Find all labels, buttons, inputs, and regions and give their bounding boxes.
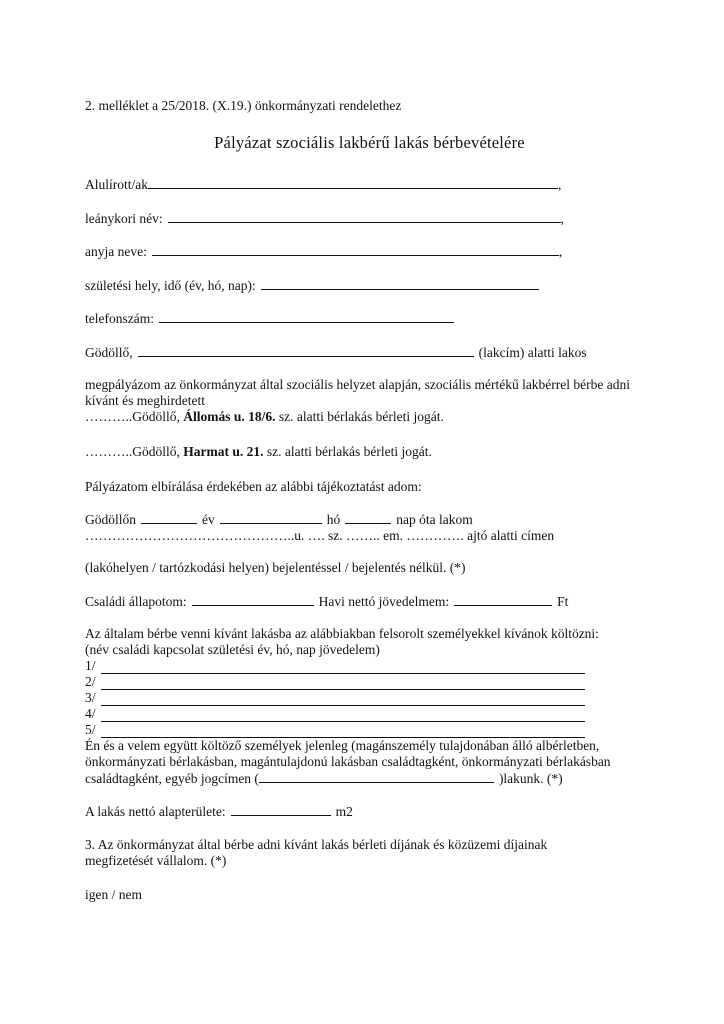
option1-prefix: ………..Gödöllő, [85, 409, 184, 424]
day-blank [345, 511, 391, 524]
year-blank [141, 511, 197, 524]
cohabitant-row [85, 706, 585, 722]
area-blank [231, 803, 331, 816]
cohabitant-blank [101, 725, 585, 738]
income-blank [454, 593, 552, 606]
area-label: A lakás nettó alapterülete: [85, 804, 226, 819]
marital-label: Családi állapotom: [85, 594, 187, 609]
option2-prefix: ………..Gödöllő, [85, 444, 184, 459]
city-row [85, 344, 664, 361]
mother-name-label: anyja neve: [85, 244, 147, 259]
housing-status-paragraph [85, 738, 664, 787]
section3-paragraph: 3. Az önkormányzat által bérbe adni kívánt lakás bérleti díjának és közüzemi díjainak megfizetését vállalom. (*) [85, 837, 548, 868]
month-label: hó [326, 512, 341, 527]
cohabitants-note: (név családi kapcsolat születési év, hó, nap jövedelem) [85, 642, 380, 657]
cohabitant-blank [101, 693, 585, 706]
phone-label: telefonszám: [85, 311, 154, 326]
cohabitant-row [85, 722, 585, 738]
mother-name-blank [152, 243, 559, 256]
applicant-blank [148, 176, 558, 189]
legal-title-blank [259, 770, 494, 783]
cohabitant-blank [101, 661, 585, 674]
birth-row [85, 277, 664, 294]
maiden-name-label: leánykori név: [85, 210, 163, 226]
marital-income-row [85, 593, 664, 610]
cohabitant-row [85, 674, 585, 690]
cohabitants-intro-text: Az általam bérbe venni kívánt lakásba az alábbiakban felsorolt személyekkel kívánok költözni: [85, 626, 599, 641]
year-label: év [202, 512, 215, 527]
day-label: nap óta lakom [396, 512, 473, 527]
yes-no-answer: igen / nem [85, 887, 142, 902]
cohabitant-list [85, 658, 585, 738]
rental-option-2 [85, 444, 664, 460]
option1-address: Állomás u. 18/6. [183, 409, 276, 424]
attachment-reference: 2. melléklet a 25/2018. (X.19.) önkormányzati rendelethez [85, 98, 402, 113]
phone-row [85, 310, 664, 327]
residence-city: Gödöllőn [85, 512, 137, 527]
option1-suffix: sz. alatti bérlakás bérleti jogát. [275, 409, 444, 424]
cohabitant-number: 3/ [85, 690, 96, 705]
cohabitant-blank [101, 709, 585, 722]
applicant-row [85, 176, 664, 193]
birth-blank [261, 277, 539, 290]
address-blank [138, 344, 474, 357]
maiden-name-blank [168, 210, 561, 223]
trailing-comma: , [560, 210, 564, 226]
maiden-name-row [85, 210, 664, 227]
city-prefix: Gödöllő, [85, 344, 133, 360]
phone-blank [159, 310, 454, 323]
info-heading: Pályázatom elbírálása érdekében az alábbi tájékoztatást adom: [85, 479, 422, 494]
marital-blank [192, 593, 314, 606]
cohabitant-row [85, 658, 585, 674]
area-unit: m2 [335, 804, 353, 819]
residence-duration-row [85, 511, 664, 528]
address-note: (lakcím) alatti lakos [478, 344, 587, 360]
cohabitant-number: 4/ [85, 706, 96, 721]
document-title: Pályázat szociális lakbérű lakás bérbevételére [214, 133, 525, 152]
dotted-address-line: ………………………………………..u. …. sz. …….. em. …………. ajtó alatti címen [85, 528, 555, 543]
housing-status-end: )lakunk. (*) [498, 771, 563, 786]
application-intro [85, 377, 664, 425]
trailing-comma: , [558, 177, 562, 192]
applicant-label: Alulírott/ak [85, 177, 148, 192]
application-intro-text: megpályázom az önkormányzat által szociális helyzet alapján, szociális mértékű lakbérrel bérbe adni kívánt és meghirdetett [85, 377, 631, 408]
cohabitant-number: 1/ [85, 658, 96, 673]
cohabitant-row [85, 690, 585, 706]
income-unit: Ft [557, 594, 569, 609]
cohabitant-number: 5/ [85, 722, 96, 737]
birth-label: születési hely, idő (év, hó, nap): [85, 277, 256, 293]
option2-address: Harmat u. 21. [183, 444, 264, 459]
income-label: Havi nettó jövedelmem: [318, 594, 450, 609]
rental-option-1 [85, 409, 444, 424]
floor-area-row [85, 803, 664, 820]
mother-name-row [85, 243, 664, 260]
trailing-comma: , [558, 244, 563, 259]
cohabitant-blank [101, 677, 585, 690]
cohabitants-intro [85, 626, 664, 658]
option2-suffix: sz. alatti bérlakás bérleti jogát. [263, 444, 432, 459]
housing-status-text: Én és a velem együtt költöző személyek jelenleg (magánszemély tulajdonában álló albérletben, önkormányzati bérlakásban, magántulajdonú lakásban családtagként, önkormányzati bérlakásban családtagként, egyéb jogcímen ( [85, 738, 611, 786]
registration-note: (lakóhelyen / tartózkodási helyen) bejelentéssel / bejelentés nélkül. (*) [85, 560, 466, 575]
cohabitant-number: 2/ [85, 674, 96, 689]
month-blank [220, 511, 322, 524]
